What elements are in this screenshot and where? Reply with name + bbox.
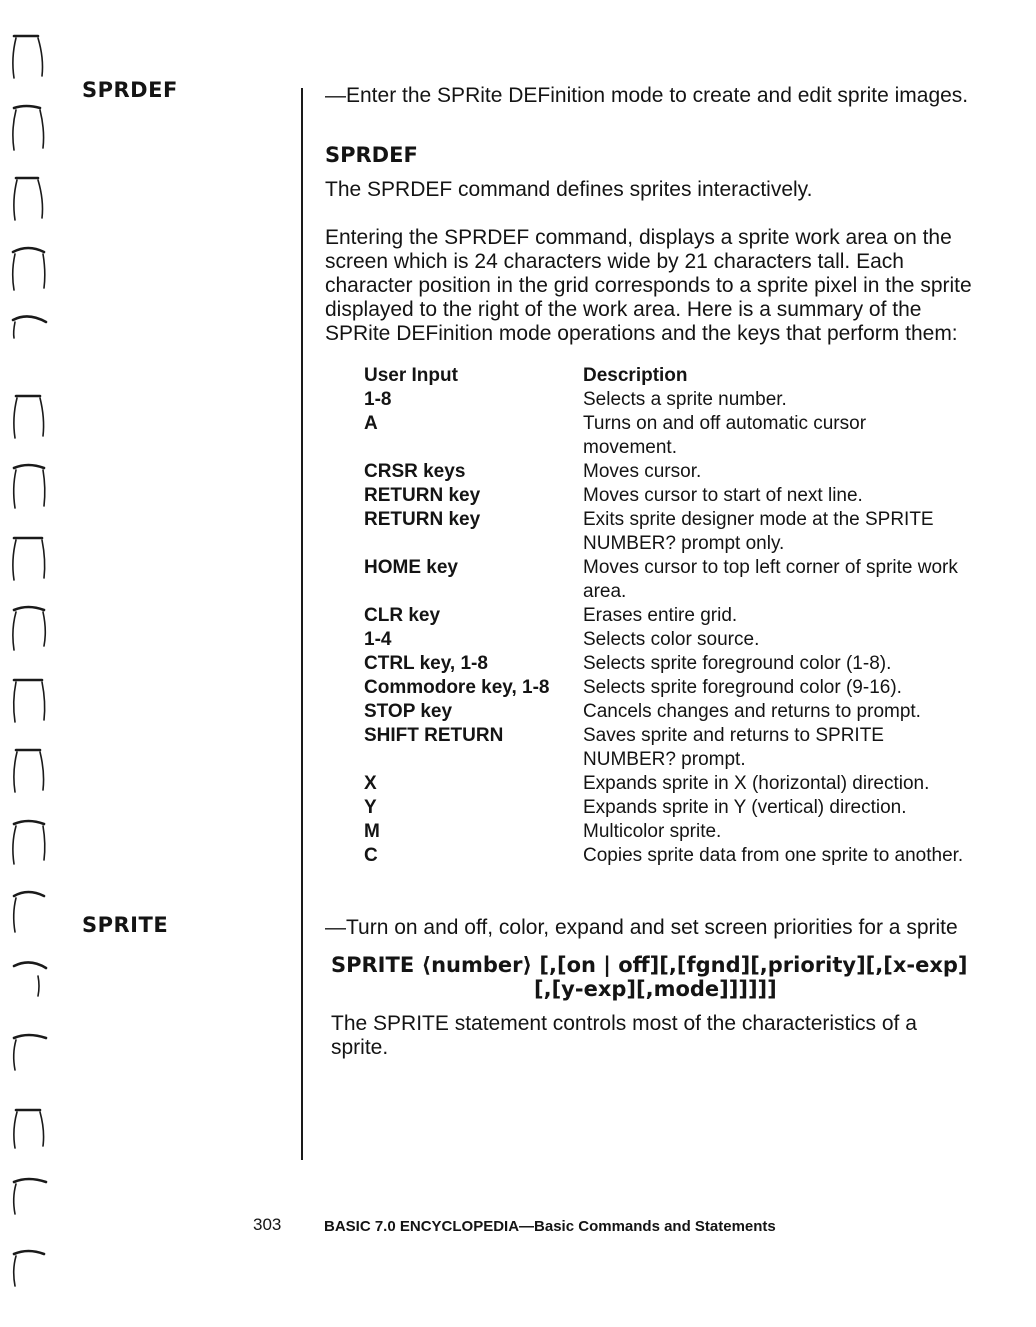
- binding-ring-icon: [8, 388, 54, 444]
- row-input: RETURN key: [364, 485, 481, 506]
- row-description: Moves cursor to top left corner of sprite work area.: [583, 557, 958, 602]
- binding-ring-icon: [8, 952, 54, 1008]
- row-description: Expands sprite in Y (vertical) direction.: [583, 797, 907, 818]
- running-footer-title: BASIC 7.0 ENCYCLOPEDIA—Basic Commands and Statements: [324, 1218, 776, 1235]
- table-row: [364, 820, 964, 844]
- binding-ring-icon: [8, 242, 54, 298]
- table-row: [364, 724, 964, 772]
- binding-ring-icon: [8, 28, 54, 84]
- sprdef-key-table: [364, 364, 964, 868]
- table-row: [364, 796, 964, 820]
- row-description: Moves cursor to start of next line.: [583, 485, 863, 506]
- sprdef-syntax: SPRDEF: [325, 143, 418, 167]
- row-input: HOME key: [364, 557, 458, 578]
- table-row: [364, 388, 964, 412]
- row-description: Saves sprite and returns to SPRITE NUMBER? prompt.: [583, 725, 884, 770]
- sprite-summary: —Turn on and off, color, expand and set screen priorities for a sprite: [325, 916, 958, 939]
- sprdef-detail: Entering the SPRDEF command, displays a sprite work area on the screen which is 24 characters wide by 21 characters tall. Each character position in the grid corresponds to a sprite pixel in the sprite displayed to the right of the work area. Here is a summary of the SPRite DEFinition mode operations and the keys that perform them:: [325, 226, 972, 345]
- row-input: 1-4: [364, 629, 392, 650]
- row-input: CRSR keys: [364, 461, 466, 482]
- binding-ring-icon: [8, 308, 54, 364]
- header-user-input: User Input: [364, 365, 458, 386]
- table-row: [364, 412, 964, 460]
- row-input: C: [364, 845, 378, 866]
- binding-ring-icon: [8, 1024, 54, 1080]
- side-heading-sprdef: SPRDEF: [82, 78, 178, 102]
- row-description: Exits sprite designer mode at the SPRITE NUMBER? prompt only.: [583, 509, 934, 554]
- table-row: [364, 676, 964, 700]
- table-row: [364, 460, 964, 484]
- binding-ring-icon: [8, 1168, 54, 1224]
- row-description: Selects sprite foreground color (9-16).: [583, 677, 902, 698]
- row-input: M: [364, 821, 380, 842]
- row-description: Selects color source.: [583, 629, 760, 650]
- table-row: [364, 844, 964, 868]
- binding-ring-icon: [8, 100, 54, 156]
- table-header-row: [364, 364, 964, 388]
- binding-ring-icon: [8, 1240, 54, 1296]
- binding-ring-icon: [8, 458, 54, 514]
- row-input: CTRL key, 1-8: [364, 653, 488, 674]
- row-input: SHIFT RETURN: [364, 725, 504, 746]
- row-description: Multicolor sprite.: [583, 821, 722, 842]
- table-row: [364, 508, 964, 556]
- sprite-syntax-line1: SPRITE ⟨number⟩ [,[on | off][,[fgnd][,priority][,[x-exp]: [331, 953, 968, 977]
- row-description: Copies sprite data from one sprite to another.: [583, 845, 964, 866]
- binding-ring-icon: [8, 814, 54, 870]
- binding-ring-icon: [8, 884, 54, 940]
- binding-ring-icon: [8, 170, 54, 226]
- row-description: Cancels changes and returns to prompt.: [583, 701, 921, 722]
- row-input: CLR key: [364, 605, 441, 626]
- row-description: Expands sprite in X (horizontal) direction.: [583, 773, 930, 794]
- side-heading-sprite: SPRITE: [82, 913, 169, 937]
- table-row: [364, 556, 964, 604]
- row-input: A: [364, 413, 378, 434]
- row-description: Moves cursor.: [583, 461, 702, 482]
- sprite-description: The SPRITE statement controls most of the characteristics of a sprite.: [331, 1012, 917, 1059]
- row-input: RETURN key: [364, 509, 481, 530]
- column-rule: [301, 88, 303, 1160]
- table-row: [364, 700, 964, 724]
- row-description: Turns on and off automatic cursor movement.: [583, 413, 867, 458]
- row-input: Y: [364, 797, 377, 818]
- row-description: Selects a sprite number.: [583, 389, 787, 410]
- binding-ring-icon: [8, 1100, 54, 1156]
- page-number: 303: [253, 1215, 282, 1234]
- binding-ring-icon: [8, 530, 54, 586]
- table-row: [364, 772, 964, 796]
- sprdef-description: The SPRDEF command defines sprites interactively.: [325, 178, 813, 201]
- row-input: X: [364, 773, 377, 794]
- row-input: STOP key: [364, 701, 453, 722]
- binding-ring-icon: [8, 600, 54, 656]
- header-description: Description: [583, 365, 688, 386]
- spiral-binding: [0, 0, 70, 1327]
- row-input: Commodore key, 1-8: [364, 677, 550, 698]
- row-description: Selects sprite foreground color (1-8).: [583, 653, 892, 674]
- row-description: Erases entire grid.: [583, 605, 738, 626]
- row-input: 1-8: [364, 389, 392, 410]
- table-row: [364, 628, 964, 652]
- sprdef-summary: —Enter the SPRite DEFinition mode to create and edit sprite images.: [325, 84, 969, 107]
- binding-ring-icon: [8, 742, 54, 798]
- table-row: [364, 484, 964, 508]
- binding-ring-icon: [8, 672, 54, 728]
- sprite-syntax-line2: [,[y-exp][,mode]]]]]]: [534, 977, 777, 1001]
- table-row: [364, 604, 964, 628]
- table-row: [364, 652, 964, 676]
